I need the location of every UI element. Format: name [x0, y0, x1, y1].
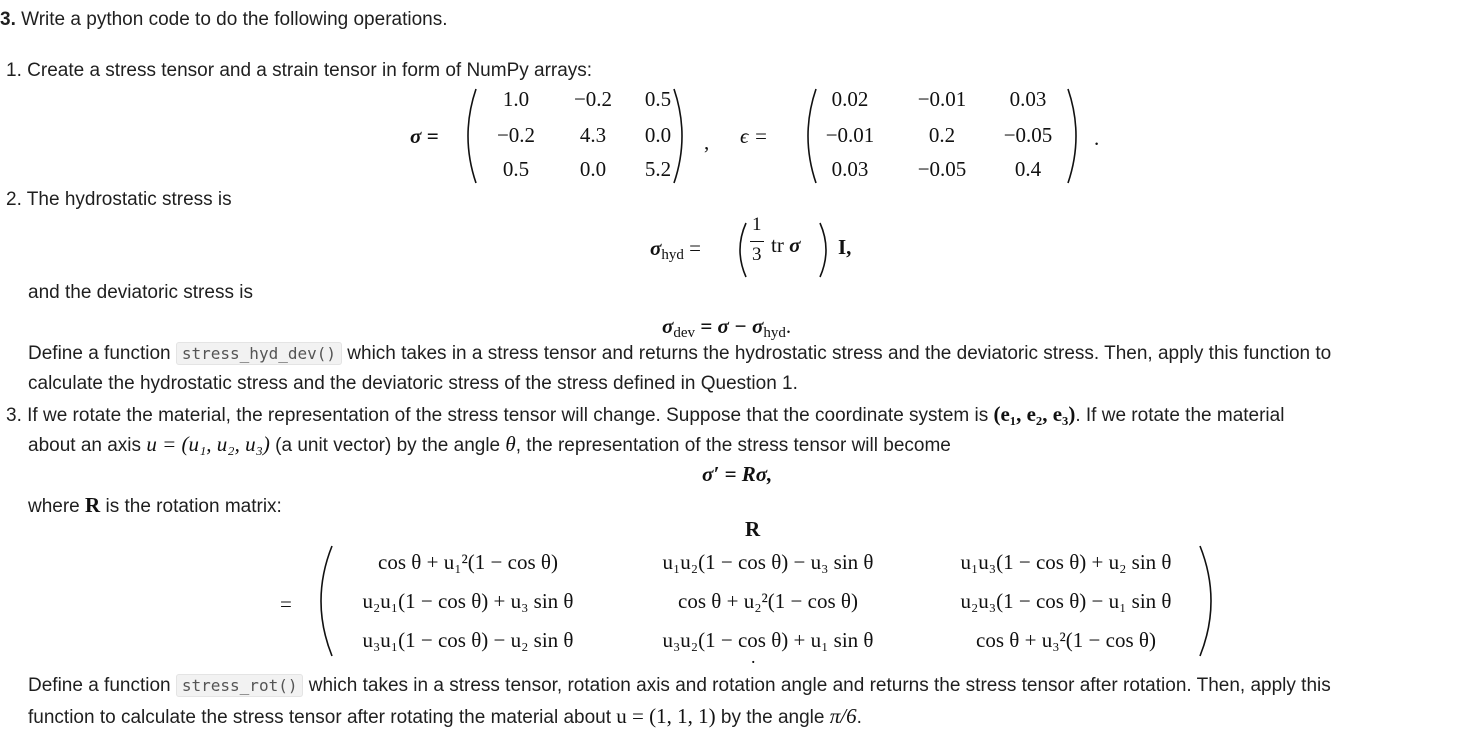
deviatoric-text: and the deviatoric stress is — [28, 282, 253, 303]
item-3-define-line1: Define a function stress_rot() which takes in a stress tensor, rotation axis and rotation angle and returns the stress tensor after rotation. Then, apply this — [28, 675, 1331, 696]
hyd-equation-lhs: $\sigma_{hyd}$ = — [650, 236, 701, 263]
hyd-right-paren — [818, 222, 832, 278]
matrix-cell: u₂u₁(1 − cos θ) + u₃ sin θ — [362, 589, 574, 613]
matrix-cell: 4.3 — [579, 123, 607, 147]
matrix-cell: −0.01 — [917, 87, 967, 111]
rotation-dot: . — [751, 647, 756, 667]
problem-number: 3. — [0, 9, 16, 30]
epsilon-label: ϵ = — [740, 124, 768, 148]
matrix-period: . — [1094, 126, 1100, 150]
frac-line — [750, 241, 764, 242]
matrix-cell: −0.01 — [825, 123, 875, 147]
where-line: where R is the rotation matrix: — [28, 493, 282, 517]
matrix-cell: cos θ + u₂²(1 − cos θ) — [678, 589, 858, 613]
item-3-line2: about an axis u = (u₁, u₂, u₃) (a unit vector) by the angle θ, the representation of the stress tensor will become — [28, 432, 951, 456]
matrix-cell: −0.2 — [496, 123, 536, 147]
matrix-cell: −0.05 — [1003, 123, 1053, 147]
matrix-cell: 0.03 — [831, 157, 869, 181]
matrix-cell: 0.5 — [644, 87, 672, 111]
hyd-left-paren — [734, 222, 748, 278]
matrix-cell: u₁u₂(1 − cos θ) − u₃ sin θ — [662, 550, 874, 574]
rotation-equals: = — [280, 592, 292, 616]
sigma-left-paren — [458, 88, 478, 184]
epsilon-right-paren — [1066, 88, 1086, 184]
func-stress-hyd-dev: stress_hyd_dev() — [176, 342, 342, 365]
sigma-right-paren — [672, 88, 692, 184]
item-3-line1: 3. If we rotate the material, the representation of the stress tensor will change. Suppose that the coordinate system is (e₁, e₂, e₃). If we rotate the material — [6, 402, 1285, 426]
rotation-right-paren — [1198, 545, 1224, 657]
matrix-cell: −0.2 — [573, 87, 613, 111]
func-stress-rot: stress_rot() — [176, 674, 304, 697]
rotation-left-paren — [308, 545, 334, 657]
matrix-comma: , — [704, 130, 710, 154]
basis-vectors: (e₁, e₂, e₃) — [993, 402, 1076, 426]
matrix-cell: 0.2 — [928, 123, 956, 147]
frac-denominator: 3 — [752, 244, 762, 265]
matrix-cell: cos θ + u₃²(1 − cos θ) — [976, 628, 1156, 652]
sigma-label: σ = — [410, 124, 439, 148]
identity-matrix: I, — [838, 235, 852, 259]
matrix-cell: 1.0 — [502, 87, 530, 111]
matrix-cell: u₂u₃(1 − cos θ) − u₁ sin θ — [960, 589, 1172, 613]
matrix-cell: u₃u₁(1 − cos θ) − u₂ sin θ — [362, 628, 574, 652]
matrix-cell: u₃u₂(1 − cos θ) + u₁ sin θ — [662, 628, 874, 652]
axis-value: u = (1, 1, 1) — [616, 704, 716, 728]
matrix-cell: cos θ + u₁²(1 − cos θ) — [378, 550, 558, 574]
frac-numerator: 1 — [752, 214, 762, 235]
matrix-cell: 0.0 — [644, 123, 672, 147]
epsilon-left-paren — [798, 88, 818, 184]
item-2-define-line2: calculate the hydrostatic stress and the deviatoric stress of the stress defined in Question 1. — [28, 373, 798, 394]
rotation-equation: σ′ = Rσ, — [702, 462, 773, 486]
matrix-cell: u₁u₃(1 − cos θ) + u₂ sin θ — [960, 550, 1172, 574]
item-1-text: 1. Create a stress tensor and a strain tensor in form of NumPy arrays: — [6, 60, 593, 81]
trace-expression: tr σ — [771, 233, 801, 257]
item-2-define-line1: Define a function stress_hyd_dev() which takes in a stress tensor and returns the hydrostatic stress and the deviatoric stress. Then, apply this function to — [28, 343, 1332, 364]
axis-definition: u = (u₁, u₂, u₃) — [146, 432, 270, 456]
dev-equation: $\sigma_{dev} = \sigma - \sigma_{hyd}$. — [662, 314, 792, 341]
matrix-cell: 0.02 — [831, 87, 869, 111]
item-3-define-line2: function to calculate the stress tensor after rotating the material about u = (1, 1, 1) by the angle π/6. — [28, 704, 862, 728]
problem-header — [0, 9, 448, 31]
matrix-cell: 0.5 — [502, 157, 530, 181]
matrix-cell: 0.4 — [1014, 157, 1042, 181]
matrix-cell: 0.03 — [1009, 87, 1047, 111]
item-2-text: 2. The hydrostatic stress is — [6, 189, 232, 210]
matrix-cell: 5.2 — [644, 157, 672, 181]
angle-value: π/6 — [829, 704, 857, 728]
problem-intro: Write a python code to do the following operations. — [21, 9, 448, 30]
rotation-matrix-label: R — [745, 517, 761, 541]
matrix-cell: 0.0 — [579, 157, 607, 181]
matrix-cell: −0.05 — [917, 157, 967, 181]
